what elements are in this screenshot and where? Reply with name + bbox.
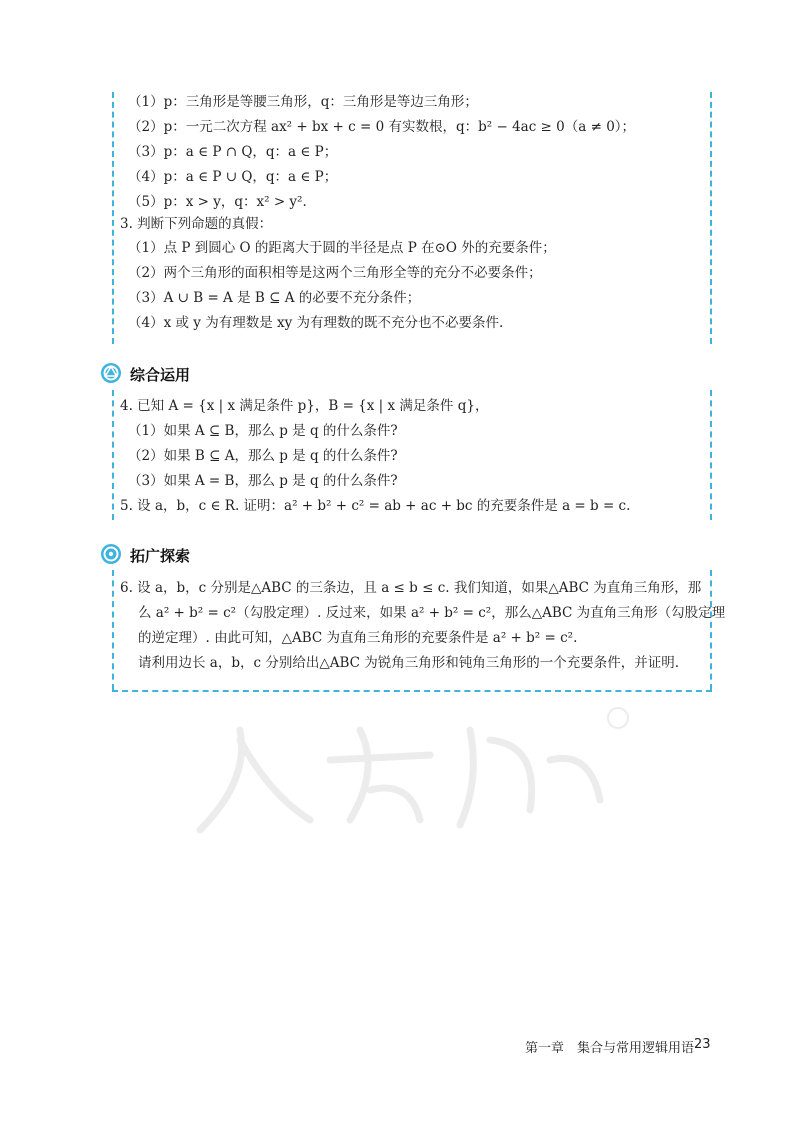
frame-left-mid bbox=[112, 390, 114, 520]
frame-bottom-edge bbox=[112, 690, 712, 692]
footer-chapter-title: 集合与常用逻辑用语 bbox=[577, 1041, 695, 1056]
item-3-1: （1）点 P 到圆心 O 的距离大于圆的半径是点 P 在⊙O 外的充要条件； bbox=[128, 240, 556, 256]
explore-icon bbox=[100, 543, 122, 565]
question-4: 4. 已知 A = {x | x 满足条件 p}，B = {x | x 满足条件 q}， bbox=[120, 398, 489, 414]
question-6-line-2: 么 a² + b² = c²（勾股定理）. 反过来，如果 a² + b² = c²，那么△ABC 为直角三角形（勾股定理 bbox=[138, 605, 726, 621]
question-3: 3. 判断下列命题的真假： bbox=[120, 216, 273, 232]
frame-right-top bbox=[710, 92, 712, 344]
item-4-2: （2）如果 B ⊆ A，那么 p 是 q 的什么条件? bbox=[128, 448, 398, 464]
section-title-explore: 拓广探索 bbox=[130, 547, 191, 565]
item-1-2: （2）p：一元二次方程 ax² + bx + c = 0 有实数根，q：b² − 4ac ≥ 0（a ≠ 0）； bbox=[128, 119, 636, 135]
item-1-4: （4）p：a ∈ P ∪ Q，q：a ∈ P； bbox=[128, 169, 338, 185]
item-4-1: （1）如果 A ⊆ B，那么 p 是 q 的什么条件? bbox=[128, 423, 398, 439]
page-number: 23 bbox=[694, 1037, 711, 1052]
item-1-3: （3）p：a ∈ P ∩ Q，q：a ∈ P； bbox=[128, 144, 338, 160]
frame-left-top bbox=[112, 92, 114, 344]
item-1-1: （1）p：三角形是等腰三角形，q：三角形是等边三角形； bbox=[128, 94, 478, 110]
footer-chapter: 第一章 bbox=[525, 1041, 565, 1056]
item-3-4: （4）x 或 y 为有理数是 xy 为有理数的既不充分也不必要条件. bbox=[128, 315, 504, 331]
item-3-3: （3）A ∪ B = A 是 B ⊆ A 的必要不充分条件； bbox=[128, 290, 421, 306]
question-6-line-3: 的逆定理）. 由此可知，△ABC 为直角三角形的充要条件是 a² + b² = c². bbox=[138, 630, 578, 646]
comprehensive-icon bbox=[100, 362, 122, 384]
question-5: 5. 设 a，b，c ∈ R. 证明：a² + b² + c² = ab + ac + bc 的充要条件是 a = b = c. bbox=[120, 498, 631, 514]
frame-left-bottom bbox=[112, 570, 114, 690]
question-6-line-4: 请利用边长 a，b，c 分别给出△ABC 为锐角三角形和钝角三角形的一个充要条件，并证明. bbox=[138, 655, 680, 671]
question-6-line-1: 6. 设 a，b，c 分别是△ABC 的三条边，且 a ≤ b ≤ c. 我们知道，如果△ABC 为直角三角形，那 bbox=[120, 580, 702, 596]
publisher-watermark bbox=[180, 700, 640, 850]
item-3-2: （2）两个三角形的面积相等是这两个三角形全等的充分不必要条件； bbox=[128, 265, 542, 281]
frame-right-bottom bbox=[710, 570, 712, 690]
frame-right-mid bbox=[710, 390, 712, 520]
section-title-comprehensive: 综合运用 bbox=[130, 366, 191, 384]
item-1-5: （5）p：x > y，q：x² > y². bbox=[128, 194, 307, 210]
item-4-3: （3）如果 A = B，那么 p 是 q 的什么条件? bbox=[128, 473, 398, 489]
